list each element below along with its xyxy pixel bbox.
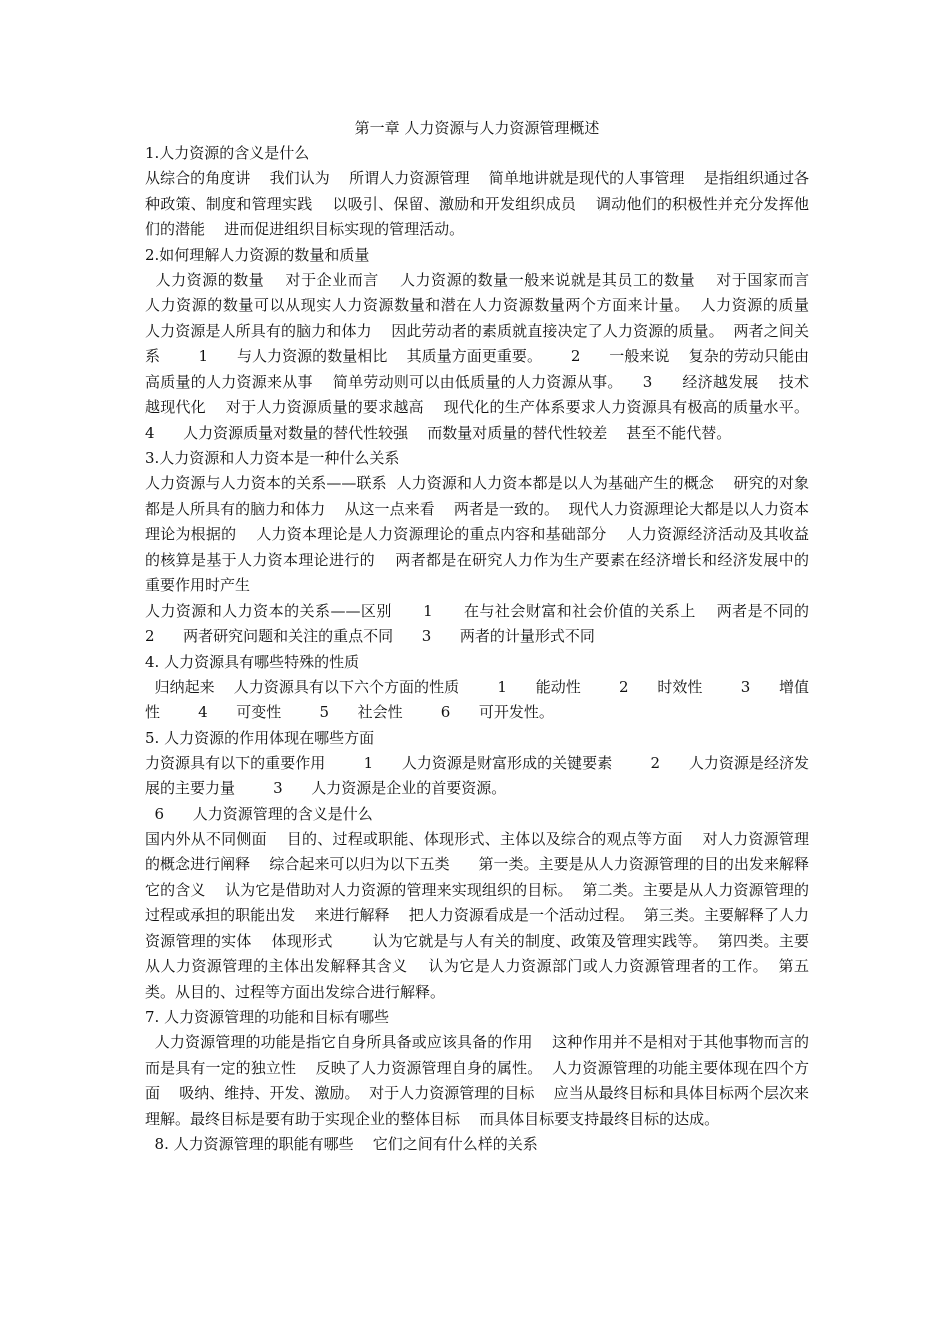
question-6: 6 人力资源管理的含义是什么 (145, 804, 373, 823)
chapter-title: 第一章 人力资源与人力资源管理概述 (354, 119, 600, 137)
answer-6: 国内外从不同侧面 目的、过程或职能、体现形式、主体以及综合的观点等方面 对人力资源管理的概念进行阐释 综合起来可以归为以下五类 第一类。主要是从人力资源管理的目的出发来解释它的含义 认为它是借助对人力资源的管理来实现组织的目标。 第二类。主要是从人力资源管理的过程或承担的职能出发 来进行解释 把人力资源看成是一个活动过程。 第三类。主要解释了人力资源管理的实体 体现形式 认为它就是与人有关的制度、政策及管理实践等。 第四类。主要从人力资源管理的主体出发解释其含义 认为它是人力资源部门或人力资源管理者的工作。 第五类。从目的、过程等方面出发综合进行解释。 (145, 829, 809, 1001)
answer-1: 从综合的角度讲 我们认为 所谓人力资源管理 简单地讲就是现代的人事管理 是指组织通过各种政策、制度和管理实践 以吸引、保留、激励和开发组织成员 调动他们的积极性并充分发挥他们的潜能 进而促进组织目标实现的管理活动。 (145, 169, 809, 238)
answer-7: 人力资源管理的功能是指它自身所具备或应该具备的作用 这种作用并不是相对于其他事物而言的 而是具有一定的独立性 反映了人力资源管理自身的属性。 人力资源管理的功能主要体现在四个方面 吸纳、维持、开发、激励。 对于人力资源管理的目标 应当从最终目标和具体目标两个层次来理解。最终目标是要有助于实现企业的整体目标 而具体目标要支持最终目标的达成。 (145, 1033, 829, 1128)
question-8: 8. 人力资源管理的职能有哪些 它们之间有什么样的关系 (145, 1135, 538, 1153)
question-5: 5. 人力资源的作用体现在哪些方面 (145, 728, 375, 747)
answer-4: 归纳起来 人力资源具有以下六个方面的性质 1 能动性 2 时效性 3 增值性 4 可变性 5 社会性 6 可开发性。 (145, 677, 809, 721)
document-page (145, 116, 848, 1157)
answer-2: 人力资源的数量 对于企业而言 人力资源的数量一般来说就是其员工的数量 对于国家而言 人力资源的数量可以从现实人力资源数量和潜在人力资源数量两个方面来计量。 人力资源的质量 人力资源是人所具有的脑力和体力 因此劳动者的素质就直接决定了人力资源的质量。 两者之间关系 1 与人力资源的数量相比 其质量方面更重要。 2 一般来说 复杂的劳动只能由高质量的人力资源来从事 简单劳动则可以由低质量的人力资源从事。 3 经济越发展 技术越现代化 对于人力资源质量的要求越高 现代化的生产体系要求人力资源具有极高的质量水平。 4 人力资源质量对数量的替代性较强 而数量对质量的替代性较差 甚至不能代替。 (145, 270, 829, 442)
question-1: 1.人力资源的含义是什么 (145, 144, 310, 162)
question-3: 3.人力资源和人力资本是一种什么关系 (145, 449, 400, 467)
answer-5: 力资源具有以下的重要作用 1 人力资源是财富形成的关键要素 2 人力资源是经济发展的主要力量 3 人力资源是企业的首要资源。 (145, 753, 809, 797)
answer-3-difference: 人力资源和人力资本的关系——区别 1 在与社会财富和社会价值的关系上 两者是不同的 2 两者研究问题和关注的重点不同 3 两者的计量形式不同 (145, 601, 848, 645)
question-4: 4. 人力资源具有哪些特殊的性质 (145, 652, 360, 671)
question-7: 7. 人力资源管理的功能和目标有哪些 (145, 1008, 390, 1026)
question-2: 2.如何理解人力资源的数量和质量 (145, 245, 370, 264)
answer-3-relation: 人力资源与人力资本的关系——联系 人力资源和人力资本都是以人为基础产生的概念 研究的对象都是人所具有的脑力和体力 从这一点来看 两者是一致的。 现代人力资源理论大都是以人力资本理论为根据的 人力资本理论是人力资源理论的重点内容和基础部分 人力资源经济活动及其收益的核算是基于人力资本理论进行的 两者都是在研究人力作为生产要素在经济增长和经济发展中的重要作用时产生 (145, 474, 809, 594)
